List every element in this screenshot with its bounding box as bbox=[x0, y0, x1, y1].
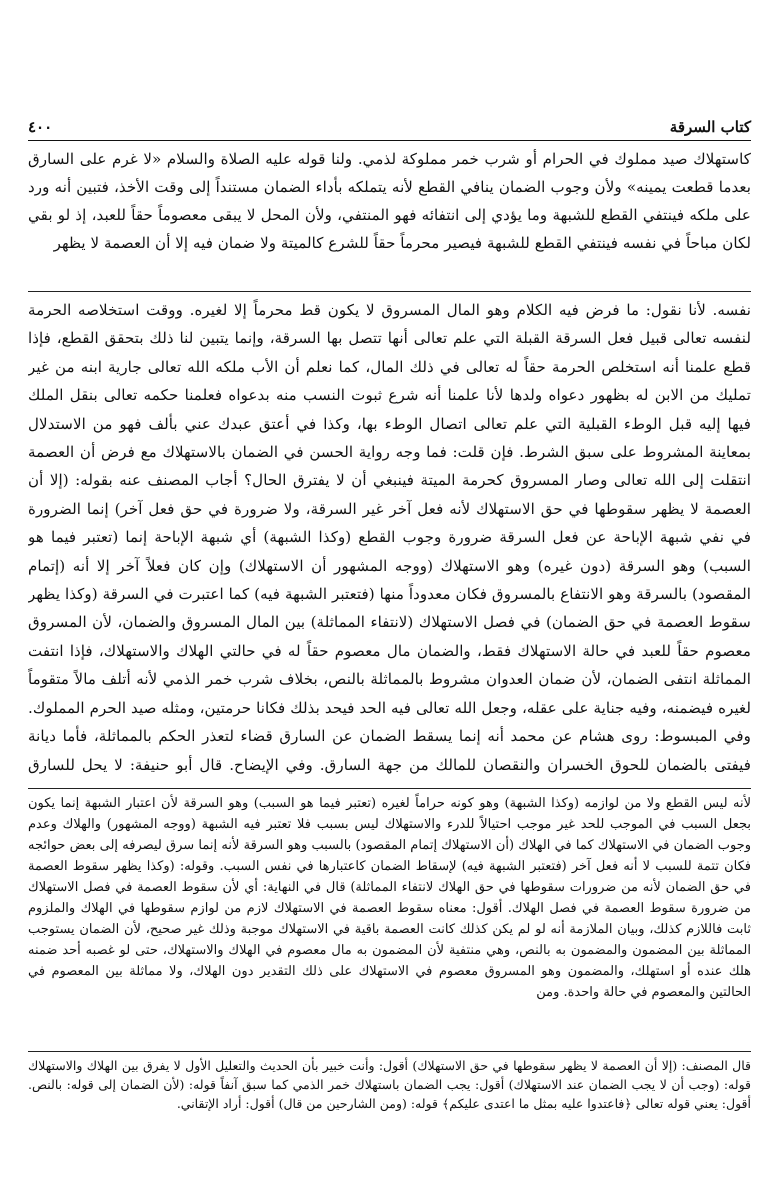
commentary-second: لأنه ليس القطع ولا من لوازمه (وكذا الشبهة) وهو كونه حراماً لغيره (تعتبر فيما هو السبب) وهو السرقة لأن اعتبار الشبهة إنما يكون بجعل السبب في الموجب للحد غير موجب احتيالاً للدرء والاستهلاك ليس بسبب فلا تعتبر فيه الشبهة (ووجه المشهور) والهلاك وعدم وجوب الضمان في الاستهلاك كما في الهلاك (أن الاستهلاك إتمام المقصود) بالسبب وهو السرقة لأنه إنما سرق ليصرفه إلى بعض حوائجه فكان تتمة للسبب لا أنه فعل آخر (فتعتبر الشبهة فيه) لإسقاط الضمان كاعتبارها في نفس السبب. وقوله: (وكذا يظهر سقوط العصمة في حق الضمان لأنه من ضرورات سقوطها في حق الهلاك لانتفاء المماثلة) قال في النهاية: أي لأن سقوط العصمة في فصل الاستهلاك من ضرورة سقوط العصمة في فصل الهلاك. أقول: معناه سقوط العصمة في الاستهلاك لازم من لوازم سقوطها في الهلاك والملزوم ثابت فاللازم كذلك، وبيان الملازمة أنه لو لم يكن كذلك كانت العصمة باقية في الاستهلاك موجبة وذلك غير صحيح، لأن الضمان يستوجب المماثلة بين المضمون والمضمون به بالنص، وهي منتفية لأن المضمون به مال معصوم في الهلاك والاستهلاك، حتى لو غصبه أحد ضمنه هلك عنده أو استهلك، والمضمون وهو المسروق معصوم في الاستهلاك على ذلك التقدير دون الهلاك، ولا مماثلة بين المعصوم في الحالتين والمعصوم في حالة واحدة. ومن bbox=[28, 796, 751, 1000]
main-text: كاستهلاك صيد مملوك في الحرام أو شرب خمر مملوكة لذمي. ولنا قوله عليه الصلاة والسلام «لا غرم على السارق بعدما قطعت يمينه» ولأن وجوب الضمان ينافي القطع لأنه يتملكه بأداء الضمان مستنداً إلى وقت الأخذ، فتبين أنه ورد على ملكه فينتفي القطع للشبهة وما يؤدي إلى انتفائه فهو المنتفي، ولأن المحل لا يبقى معصوماً حقاً للعبد، إذ لو بقي لكان مباحاً في نفسه فينتفي القطع للشبهة فيصير محرماً حقاً للشرع كالميتة ولا ضمان فيه إلا أن العصمة لا يظهر bbox=[28, 150, 751, 252]
page-number: ٤٠٠ bbox=[28, 118, 53, 136]
section-divider bbox=[28, 291, 751, 292]
commentary-main: نفسه. لأنا نقول: ما فرض فيه الكلام وهو المال المسروق لا يكون قط محرماً إلا لغيره. ووقت استخلاصه الحرمة لنفسه تعالى قبيل فعل السرقة القبلة التي علم تعالى أنها تتصل بها السرقة، وإنما يتبين لنا ذلك بتحقق القطع، فإذا قطع علمنا أنه استخلص الحرمة حقاً له تعالى في ذلك المال، كما نعلم أن الأب ملكه الله تعالى جارية ابنه من غير تمليك من الابن له بظهور دعواه ولدها لأنا علمنا أنه شرع ثبوت النسب منه بدعواه فعلمنا حكمه تعالى بنقل الملك فيها إليه قبل الوطء القبلية التي علم تعالى اتصال الوطء بها، وكذا في أعتق عبدك عني بألف فهو من الاستدلال بمعاينة المشروط على سبق الشرط. فإن قلت: فما وجه رواية الحسن في الضمان بالاستهلاك مع فرض أن العصمة انتقلت إلى الله تعالى وصار المسروق كحرمة الميتة فينبغي أن لا يفترق الحال؟ أجاب المصنف عنه بقوله: (إلا أن العصمة لا يظهر سقوطها في حق الاستهلاك لأنه فعل آخر غير السرقة، ولا ضرورة في حق فعل آخر) إنما الضرورة في نفي شبهة الإباحة عن فعل السرقة ضرورة وجوب القطع (وكذا الشبهة) أي شبهة الإباحة إنما (تعتبر فيما هو السبب) وهو السرقة (دون غيره) وهو الاستهلاك (ووجه المشهور أن الاستهلاك) وإن كان فعلاً آخر إلا أنه (إتمام المقصود) بالسرقة وهو الانتفاع بالمسروق فكان معدوداً منها (فتعتبر الشبهة فيه) كما اعتبرت في السرقة (وكذا يظهر سقوط العصمة في حق الضمان) في فصل الاستهلاك (لانتفاء المماثلة) بين المال المسروق والضمان، لأن المسروق معصوم حقاً للعبد في حالة الاستهلاك فقط، والضمان مال معصوم حقاً له في حالتي الهلاك والاستهلاك، فإذا انتفت المماثلة انتفى الضمان، لأن ضمان العدوان مشروط بالمماثلة بالنص، بخلاف شرب خمر الذمي لأنه أتلف مالاً متقوماً لغيره فيضمنه، وفيه جناية على عقله، وجعل الله تعالى فيه الحد فيحد بذلك فكانا حرمتين، ومثله صيد الحرم المملوك. وفي المبسوط: روى هشام عن محمد أنه إنما يسقط الضمان عن السارق قضاء لتعذر الحكم بالمماثلة، فأما ديانة فيفتى بالضمان للحوق الخسران والنقصان للمالك من جهة السارق. وفي الإيضاح. قال أبو حنيفة: لا يحل للسارق bbox=[28, 301, 751, 774]
section-divider bbox=[28, 788, 751, 789]
commentary-notes: قال المصنف: (إلا أن العصمة لا يظهر سقوطها في حق الاستهلاك) أقول: وأنت خبير بأن الحديث والتعليل الأول لا يفرق بين الهلاك والاستهلاك قوله: (وجب أن لا يجب الضمان عند الاستهلاك) أقول: يجب الضمان باستهلاك خمر الذمي كما سبق آنفاً قوله: (لأن الضمان إلى قوله: بالنص. أقول: يعني قوله تعالى ﴿فاعتدوا عليه بمثل ما اعتدى عليكم﴾ قوله: (ومن الشارحين من قال) أقول: أراد الإتقاني. bbox=[28, 1058, 751, 1111]
book-page bbox=[28, 110, 751, 1124]
page-header bbox=[28, 110, 751, 141]
book-title: كتاب السرقة bbox=[669, 118, 751, 136]
section-divider bbox=[28, 1051, 751, 1052]
